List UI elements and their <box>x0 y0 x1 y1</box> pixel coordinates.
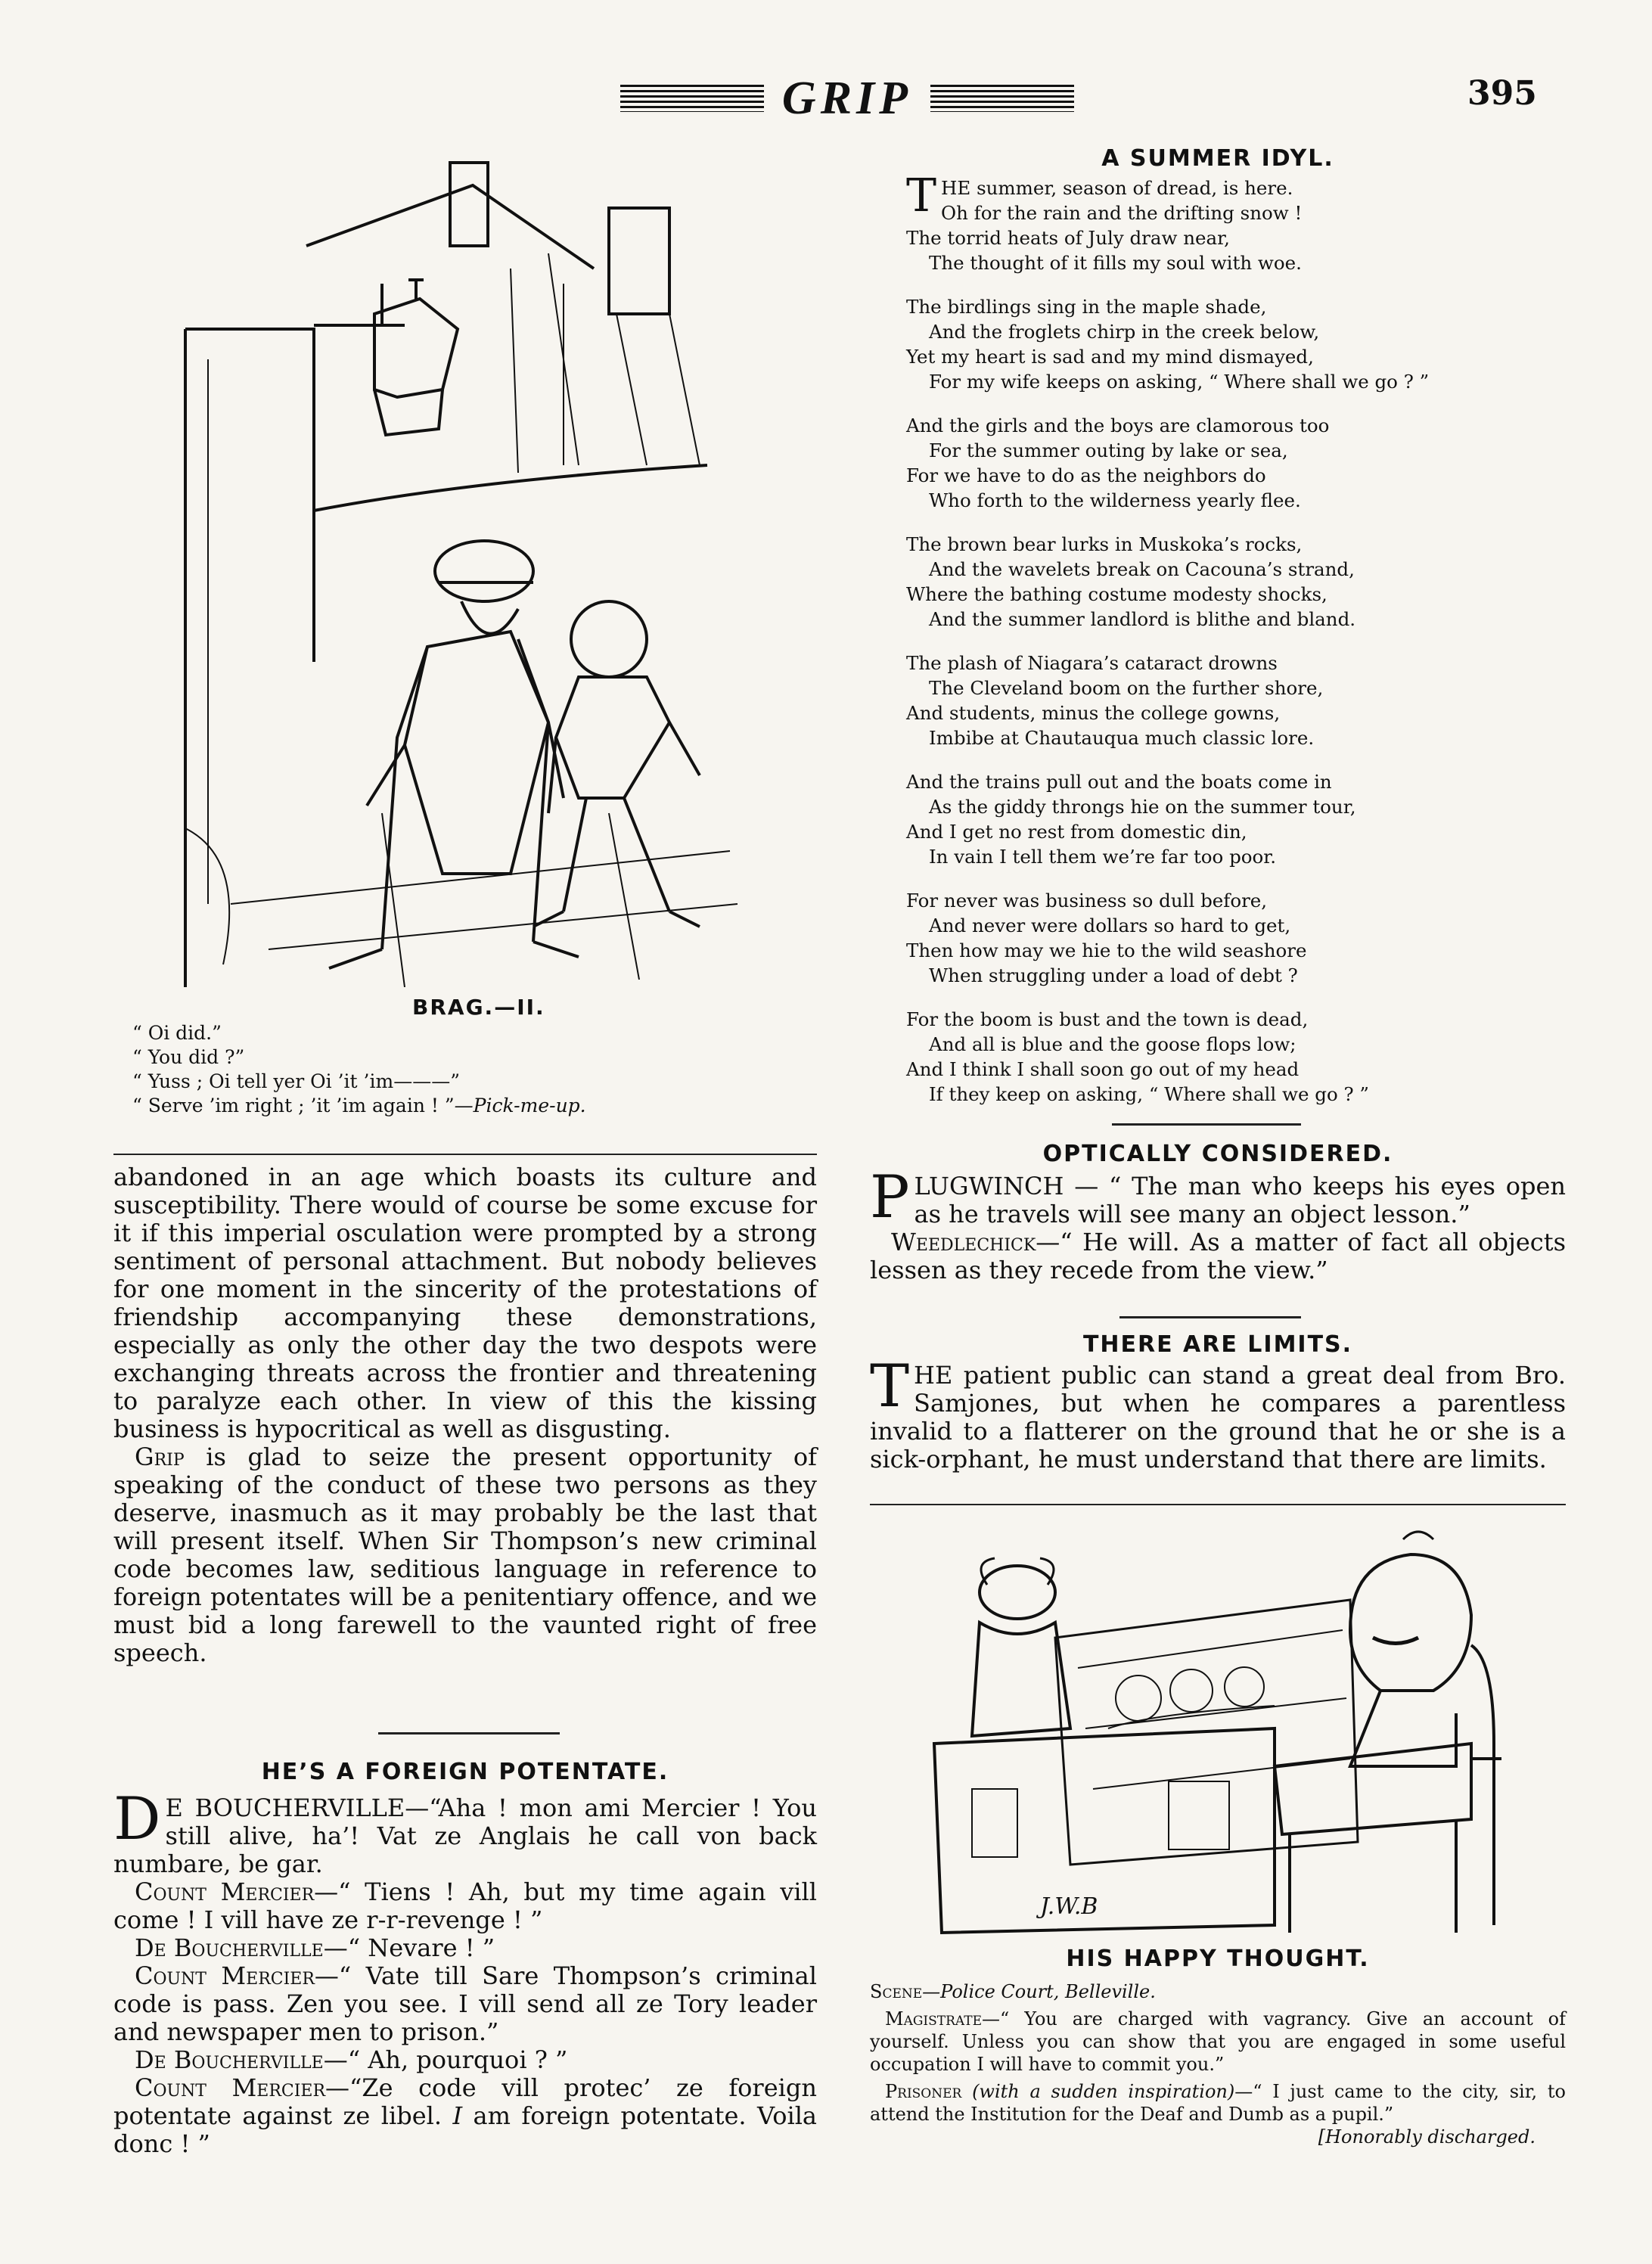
idyl-line-16: The plash of Niagara’s cataract drowns <box>906 652 1278 674</box>
idyl-line-7: For my wife keeps on asking, “ Where shall we go ? ” <box>929 371 1430 393</box>
rule-left-mid <box>378 1732 560 1734</box>
happy-artist-signature: J.W.B <box>1040 1893 1098 1920</box>
idyl-line-0: HE summer, season of dread, is here. <box>941 177 1293 199</box>
rule-left-top <box>113 1154 817 1155</box>
limits-body <box>870 1352 1566 1474</box>
idyl-line-12: The brown bear lurks in Muskoka’s rocks, <box>906 533 1303 555</box>
brag-line-2: “ You did ?” <box>132 1046 245 1068</box>
limits-title: THERE ARE LIMITS. <box>1082 1331 1353 1358</box>
potentate-speaker-5: De Boucherville <box>135 2045 324 2074</box>
idyl-line-30: And I think I shall soon go out of my head <box>906 1058 1300 1080</box>
page-number: 395 <box>1467 74 1537 113</box>
idyl-stanza-2 <box>906 294 1564 394</box>
happy-mag-label: Magistrate <box>885 2008 983 2030</box>
idyl-line-6: Yet my heart is sad and my mind dismayed, <box>906 346 1314 368</box>
idyl-line-31: If they keep on asking, “ Where shall we go ? ” <box>929 1083 1369 1105</box>
potentate-line-6a: —“Ze code vill protec’ ze foreign potentate against ze libel. <box>113 2073 817 2130</box>
rule-right-2 <box>1119 1316 1301 1318</box>
potentate-body <box>113 1785 818 2158</box>
potentate-speaker-2: Count Mercier <box>135 1877 315 1906</box>
brag-line-3: “ Yuss ; Oi tell yer Oi ’it ’im———” <box>132 1070 460 1092</box>
idyl-line-22: And I get no rest from domestic din, <box>906 821 1247 843</box>
idyl-line-27: When struggling under a load of debt ? <box>929 964 1298 986</box>
idyl-stanza-4 <box>906 532 1564 632</box>
idyl-line-26: Then how may we hie to the wild seashore <box>906 939 1307 961</box>
idyl-stanza-6 <box>906 769 1564 869</box>
idyl-line-21: As the giddy throngs hie on the summer tour, <box>929 796 1356 818</box>
optically-body <box>870 1163 1566 1284</box>
potentate-speaker-3: De Boucherville <box>135 1933 324 1962</box>
idyl-poem <box>906 169 1564 1107</box>
potentate-italic-i: I <box>452 2101 463 2130</box>
happy-pris-label: Prisoner <box>885 2081 962 2102</box>
happy-thought-illustration <box>927 1517 1509 1940</box>
optically-line-2: —“ He will. As a matter of fact all objects lessen as they recede from the view.” <box>870 1228 1566 1284</box>
happy-caption <box>870 1980 1566 2148</box>
happy-pris-aside: (with a sudden inspiration) <box>972 2081 1235 2102</box>
idyl-title: A SUMMER IDYL. <box>1101 145 1334 172</box>
idyl-line-14: Where the bathing costume modesty shocks, <box>906 583 1328 605</box>
idyl-line-23: In vain I tell them we’re far too poor. <box>929 846 1277 868</box>
idyl-line-4: The birdlings sing in the maple shade, <box>906 296 1267 318</box>
idyl-stanza-1 <box>906 169 1564 275</box>
happy-mag: —“ You are charged with vagrancy. Give an account of yourself. Unless you can show that you are engaged in some useful occupation I will have to commit you.” <box>870 2008 1566 2075</box>
brag-source: —Pick-me-up. <box>454 1095 586 1116</box>
potentate-drop-cap: D <box>113 1785 161 1853</box>
idyl-line-28: For the boom is bust and the town is dead, <box>906 1008 1309 1030</box>
happy-scene-label: Scene <box>870 1981 923 2002</box>
editorial <box>113 1163 817 1667</box>
editorial-p1: abandoned in an age which boasts its culture and susceptibility. There would of course be some excuse for it if this imperial osculation were prompted by a strong sentiment of personal attachment. But nobody believes for one moment in the sincerity of the protestations of friendship accompanying these demonstrations, especially as only the other day the two despots were exchanging threats across the frontier and threatening to paralyze each other. In view of this the kissing business is hypocritical as well as disgusting. <box>113 1163 817 1443</box>
grip-name: Grip <box>135 1443 185 1471</box>
idyl-line-15: And the summer landlord is blithe and bland. <box>929 608 1356 630</box>
idyl-line-2: The torrid heats of July draw near, <box>906 227 1230 249</box>
idyl-line-1: Oh for the rain and the drifting snow ! <box>941 202 1303 224</box>
idyl-line-11: Who forth to the wilderness yearly flee. <box>929 489 1301 511</box>
idyl-line-25: And never were dollars so hard to get, <box>929 915 1291 936</box>
potentate-title: HE’S A FOREIGN POTENTATE. <box>261 1759 669 1785</box>
idyl-line-10: For we have to do as the neighbors do <box>906 464 1266 486</box>
optically-title: OPTICALLY CONSIDERED. <box>1042 1141 1393 1167</box>
idyl-line-18: And students, minus the college gowns, <box>906 702 1281 724</box>
idyl-stanza-5 <box>906 651 1564 750</box>
potentate-line-6b: am foreign potentate. Voila donc ! ” <box>113 2101 817 2158</box>
idyl-stanza-8 <box>906 1007 1564 1107</box>
potentate-line-5: —“ Ah, pourquoi ? ” <box>323 2045 568 2074</box>
potentate-line-3: —“ Nevare ! ” <box>323 1933 495 1962</box>
rule-right-3 <box>870 1504 1566 1505</box>
idyl-line-13: And the wavelets break on Cacouna’s strand, <box>929 558 1355 580</box>
potentate-line-4: —“ Vate till Sare Thompson’s criminal code is pass. Zen you see. I vill send all ze Tory leader and newspaper men to prison.” <box>113 1961 817 2046</box>
optically-speaker-2: Weedlechick <box>891 1228 1036 1256</box>
brag-title: BRAG.—II. <box>412 995 545 1020</box>
brag-caption <box>132 1021 813 1118</box>
potentate-line-1: —“Aha ! mon ami Mercier ! You still alive, ha’! Vat ze Anglais he call von back numbare, be gar. <box>113 1793 818 1878</box>
limits-text: HE patient public can stand a great deal from Bro. Samjones, but when he compares a parentless invalid to a flatterer on the ground that he or she is a sick-orphant, he must understand that there are limits. <box>870 1361 1566 1474</box>
masthead-title: GRIP <box>781 73 913 124</box>
masthead-rule-right <box>930 85 1074 112</box>
idyl-line-17: The Cleveland boom on the further shore, <box>929 677 1324 699</box>
rule-right-1 <box>1112 1123 1301 1126</box>
idyl-line-9: For the summer outing by lake or sea, <box>929 439 1288 461</box>
potentate-speaker-6: Count Mercier <box>135 2073 326 2102</box>
idyl-line-5: And the froglets chirp in the creek below, <box>929 321 1320 343</box>
happy-title: HIS HAPPY THOUGHT. <box>1066 1946 1370 1972</box>
idyl-drop-cap: T <box>906 169 937 222</box>
editorial-p2: is glad to seize the present opportunity of speaking of the conduct of these two persons as they deserve, inasmuch as it may probably be the last that will present itself. When Sir Thompson’s new criminal code becomes law, seditious language in reference to foreign potentates will be a penitentiary offence, and we must bid a long farewell to the vaunted right of free speech. <box>113 1443 817 1667</box>
potentate-speaker-1: E BOUCHERVILLE <box>165 1793 405 1822</box>
brag-illustration <box>155 148 745 987</box>
idyl-line-8: And the girls and the boys are clamorous too <box>906 415 1330 436</box>
optically-drop-cap: P <box>870 1163 910 1231</box>
happy-scene: —Police Court, Belleville. <box>922 1981 1156 2002</box>
idyl-line-24: For never was business so dull before, <box>906 890 1268 912</box>
limits-drop-cap: T <box>870 1352 910 1421</box>
idyl-stanza-3 <box>906 413 1564 513</box>
idyl-line-29: And all is blue and the goose flops low; <box>929 1033 1296 1055</box>
happy-pris: —“ I just came to the city, sir, to attend the Institution for the Deaf and Dumb as a pupil.” <box>870 2081 1566 2125</box>
masthead <box>605 68 1089 129</box>
potentate-speaker-4: Count Mercier <box>135 1961 315 1990</box>
happy-verdict: [Honorably discharged. <box>1318 2126 1536 2148</box>
idyl-line-3: The thought of it fills my soul with woe. <box>929 252 1302 274</box>
idyl-line-20: And the trains pull out and the boats come in <box>906 771 1332 793</box>
potentate-line-2: —“ Tiens ! Ah, but my time again vill come ! I vill have ze r-r-revenge ! ” <box>113 1877 817 1934</box>
optically-line-1: LUGWINCH — “ The man who keeps his eyes open as he travels will see many an object lesson.” <box>914 1172 1566 1228</box>
idyl-line-19: Imbibe at Chautauqua much classic lore. <box>929 727 1315 749</box>
brag-line-4: “ Serve ’im right ; ’it ’im again ! ” <box>132 1095 455 1116</box>
brag-line-1: “ Oi did.” <box>132 1022 222 1044</box>
idyl-stanza-7 <box>906 888 1564 988</box>
